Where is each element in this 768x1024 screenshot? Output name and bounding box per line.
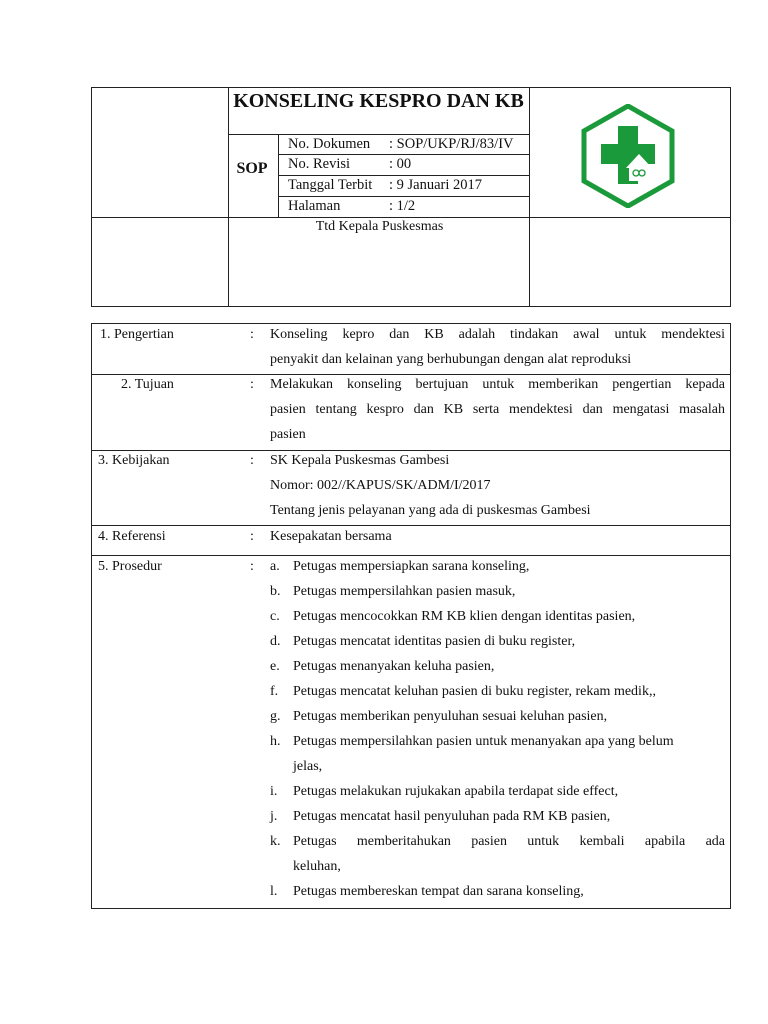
- text-line: Tentang jenis pelayanan yang ada di puskesmas Gambesi: [270, 503, 591, 518]
- sop-content-table: [91, 323, 731, 909]
- sop-label: SOP: [236, 160, 268, 177]
- section-label-kebijakan: 3. Kebijakan: [98, 453, 170, 468]
- signature-label: Ttd Kepala Puskesmas: [315, 219, 444, 234]
- item-text: Petugas memberitahukan pasien untuk kembali apabila ada: [293, 834, 725, 849]
- puskesmas-logo-icon: [581, 104, 675, 208]
- section-text-referensi: [270, 524, 725, 549]
- item-marker: k.: [270, 834, 281, 849]
- header-divider: [529, 88, 530, 306]
- item-marker: a.: [270, 559, 280, 574]
- item-marker: b.: [270, 584, 281, 599]
- text-line: Nomor: 002//KAPUS/SK/ADM/I/2017: [270, 478, 491, 493]
- text-line: Melakukan konseling bertujuan untuk memberikan pengertian kepada: [270, 377, 725, 392]
- meta-value: : 1/2: [389, 198, 416, 214]
- item-text-continued: jelas,: [293, 759, 323, 774]
- procedure-item: [270, 579, 725, 604]
- section-colon: :: [250, 529, 254, 544]
- item-text: Petugas mempersilahkan pasien masuk,: [293, 584, 516, 599]
- item-text: Petugas mencatat keluhan pasien di buku register, rekam medik,,: [293, 684, 656, 699]
- item-text: Petugas mempersilahkan pasien untuk menanyakan apa yang belum: [293, 734, 674, 749]
- meta-key: Tanggal Terbit: [288, 177, 373, 193]
- text-line: SK Kepala Puskesmas Gambesi: [270, 453, 450, 468]
- text-line: Kesepakatan bersama: [270, 529, 392, 544]
- header-divider: [92, 217, 730, 218]
- section-colon: :: [250, 559, 254, 574]
- meta-key: No. Revisi: [288, 156, 351, 172]
- meta-row-dokumen: [285, 134, 521, 154]
- text-line: pasien tentang kespro dan KB serta mendektesi dan mengatasi masalah: [270, 402, 725, 417]
- procedure-item: [270, 879, 725, 904]
- meta-key: No. Dokumen: [288, 136, 371, 152]
- item-marker: e.: [270, 659, 280, 674]
- procedure-list: [270, 554, 725, 904]
- sop-header-table: [91, 87, 731, 307]
- item-marker: f.: [270, 684, 279, 699]
- procedure-item: [270, 629, 725, 654]
- meta-value: : 00: [389, 156, 412, 172]
- item-marker: j.: [270, 809, 278, 824]
- procedure-item: [270, 829, 725, 879]
- section-label-tujuan: 2. Tujuan: [121, 377, 174, 392]
- section-text-tujuan: [270, 372, 725, 447]
- item-text: Petugas mempersiapkan sarana konseling,: [293, 559, 530, 574]
- item-text: Petugas mencatat identitas pasien di buku register,: [293, 634, 576, 649]
- meta-row-revisi: [285, 154, 521, 174]
- meta-row-tanggal: [285, 175, 521, 195]
- text-line: pasien: [270, 427, 306, 442]
- section-label-referensi: 4. Referensi: [98, 529, 166, 544]
- text-line: penyakit dan kelainan yang berhubungan dengan alat reproduksi: [270, 352, 632, 367]
- procedure-item: [270, 654, 725, 679]
- procedure-item: [270, 704, 725, 729]
- section-colon: :: [250, 377, 254, 392]
- procedure-item: [270, 679, 725, 704]
- section-label-prosedur: 5. Prosedur: [98, 559, 162, 574]
- item-text: Petugas mencatat hasil penyuluhan pada RM KB pasien,: [293, 809, 611, 824]
- document-title: KONSELING KESPRO DAN KB: [233, 90, 524, 112]
- item-marker: h.: [270, 734, 281, 749]
- item-marker: l.: [270, 884, 278, 899]
- meta-row-halaman: [285, 196, 521, 216]
- procedure-item: [270, 604, 725, 629]
- item-marker: d.: [270, 634, 281, 649]
- item-text: Petugas melakukan rujukakan apabila terdapat side effect,: [293, 784, 619, 799]
- section-text-pengertian: [270, 322, 725, 372]
- item-text: Petugas membereskan tempat dan sarana konseling,: [293, 884, 584, 899]
- item-marker: c.: [270, 609, 280, 624]
- text-line: Konseling kepro dan KB adalah tindakan awal untuk mendektesi: [270, 327, 725, 342]
- section-colon: :: [250, 327, 254, 342]
- section-label-pengertian: 1. Pengertian: [100, 327, 174, 342]
- procedure-item: [270, 779, 725, 804]
- item-text-continued: keluhan,: [293, 859, 341, 874]
- meta-value: : 9 Januari 2017: [389, 177, 483, 193]
- procedure-item: [270, 804, 725, 829]
- section-colon: :: [250, 453, 254, 468]
- procedure-item: [270, 729, 725, 779]
- meta-value: : SOP/UKP/RJ/83/IV: [389, 136, 514, 152]
- item-text: Petugas memberikan penyuluhan sesuai keluhan pasien,: [293, 709, 608, 724]
- procedure-item: [270, 554, 725, 579]
- item-text: Petugas menanyakan keluha pasien,: [293, 659, 495, 674]
- item-text: Petugas mencocokkan RM KB klien dengan identitas pasien,: [293, 609, 636, 624]
- meta-key: Halaman: [288, 198, 341, 214]
- section-text-kebijakan: [270, 448, 725, 523]
- item-marker: g.: [270, 709, 281, 724]
- item-marker: i.: [270, 784, 278, 799]
- header-divider: [228, 88, 229, 306]
